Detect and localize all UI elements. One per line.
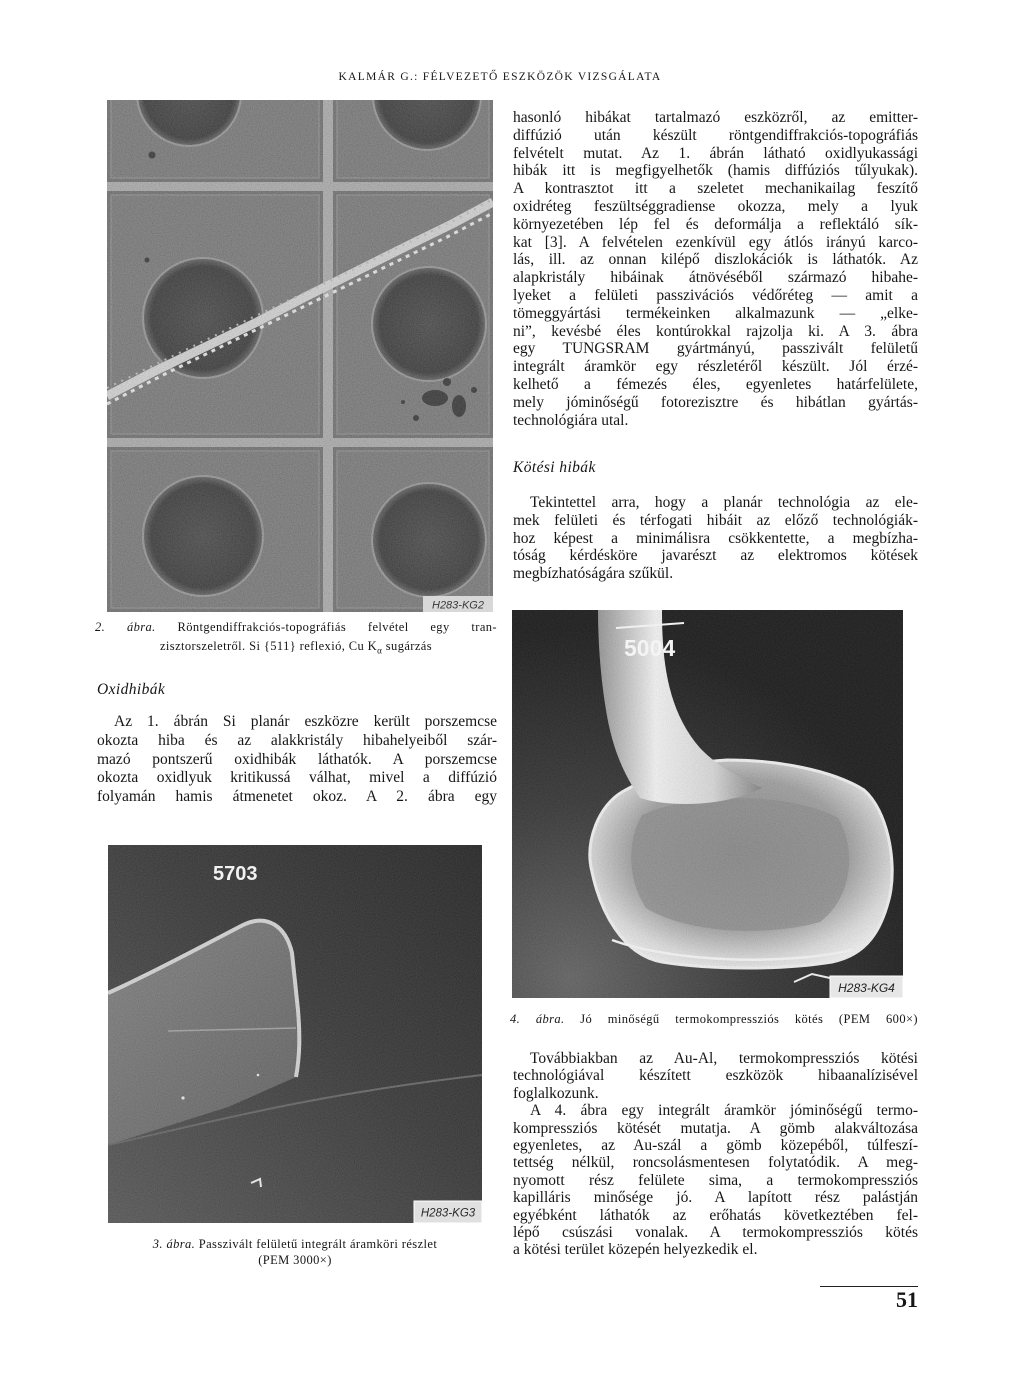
text-line: tettség nélkül, roncsolásmentesen folytatódik. A meg- [513, 1154, 918, 1172]
caption-text: sugárzás [382, 639, 433, 653]
plate-label-text: H283-KG2 [432, 599, 484, 612]
text-line: környezetében lép fel és deformálja a reflektáló sík- [513, 215, 918, 233]
text-line: kelhető a fémezés éles, egyenletes határfelülete, [513, 375, 918, 393]
caption-text: Röntgendiffrakciós-topográfiás felvétel egy tran- [177, 620, 497, 634]
figure-3-photo [108, 845, 482, 1223]
text-line: technológiára utal. [513, 411, 629, 429]
section-heading-kotesi-hibak: Kötési hibák [513, 459, 596, 476]
figure-2-photo [107, 100, 493, 612]
caption-text: Passzivált felületű integrált áramköri részlet [198, 1237, 438, 1251]
plate-label-text: H283-KG3 [420, 1207, 476, 1220]
text-line: egy TUNGSRAM gyártmányú, passzivált felületű [513, 340, 918, 358]
page-number: 51 [896, 1287, 918, 1312]
text-line: okozta oxidlyuk kritikussá válhat, mivel a diffúzió [97, 769, 497, 787]
text-line: mazó pontszerű oxidhibák láthatók. A porszemcse [97, 750, 497, 768]
right-column-paragraph-1 [513, 109, 918, 429]
text-line: diffúzió után készült röntgendiffrakciós-topográfiás [513, 126, 918, 144]
text-line: foglalkozunk. [513, 1084, 599, 1102]
text-line: Az 1. ábrán Si planár eszközre került porszemcse [114, 713, 497, 730]
plate-label [423, 596, 493, 612]
plate-label-text: H283-KG4 [838, 981, 895, 995]
text-line: egyenletes, az Au-szál a gömb közepéből, túlfeszí- [513, 1136, 918, 1154]
text-line: hibák itt is megfigyelhetők (hamis diffúziós tűlyukak). [513, 162, 918, 180]
text-line: tömeggyártási termékeinken alkalmazunk — „elke- [513, 304, 918, 322]
right-column-paragraphs-3-4 [513, 1050, 918, 1259]
figure-number: 2. ábra. [95, 620, 156, 634]
text-line: alapkristály hibáinak átnövéséből származó hibahe- [513, 269, 918, 287]
text-line: kapilláris minősége jó. A lapított rész palástján [513, 1189, 918, 1207]
text-line: hoz képest a minimálisra csökkentette, a megbízha- [513, 529, 918, 547]
text-line: lyeket a felületi passzivációs védőréteg — amit a [513, 286, 918, 304]
plate-label [414, 1201, 482, 1223]
text-line: a kötési terület közepén helyezkedik el. [513, 1241, 758, 1259]
figure-2-caption-line-2 [95, 638, 497, 654]
text-line: A kontrasztot itt a szeletet mechanikailag feszítő [513, 180, 918, 198]
text-line: oxidréteg feszültséggradiense okozza, mely a lyuk [513, 197, 918, 215]
caption-text: Jó minőségű termokompressziós kötés (PEM 600×) [580, 1012, 918, 1026]
text-line: hasonló hibákat tartalmazó eszközről, az emitter- [513, 109, 918, 126]
text-line: okozta hiba és az alakkristály hibahelyeiből szár- [97, 731, 497, 749]
text-line: technológiával készített eszközök hibaanalízisével [513, 1067, 918, 1085]
text-line: lépő csúszási vonalak. A termokompressziós kötés [513, 1223, 918, 1241]
text-line: egyébként láthatók az erőhatás következtében fel- [513, 1206, 918, 1224]
text-line: A 4. ábra egy integrált áramkör jóminőségű termo- [530, 1102, 918, 1120]
figure-number: 3. ábra. [152, 1237, 196, 1251]
right-column-paragraph-2 [513, 494, 918, 583]
text-line: nyomott rész felülete sima, a termokompressziós [513, 1171, 918, 1189]
film-grain [108, 845, 482, 1223]
figure-3-caption-line-1 [88, 1236, 502, 1252]
film-grain [107, 100, 493, 612]
caption-text: zisztorszeletről. Si {511} reflexió, Cu K [159, 639, 378, 653]
text-line: kat [3]. A felvételen ezenkívül egy átlós irányú karco- [513, 233, 918, 251]
figure-number: 4. ábra. [510, 1012, 565, 1026]
figure-2-caption-line-1 [95, 619, 497, 635]
text-line: mek felületi és térfogati hibáit az előző technológiák- [513, 511, 918, 529]
film-grain [512, 610, 903, 998]
running-title: KALMÁR G.: FÉLVEZETŐ ESZKÖZÖK VIZSGÁLATA [338, 71, 662, 83]
figure-3-caption-line-2: (PEM 3000×) [258, 1253, 332, 1267]
left-column-paragraph [97, 713, 497, 807]
text-line: lás, ill. az onnan kilépő diszlokációk is láthatók. Az [513, 251, 918, 269]
text-line: mely jóminőségű fotorezisztre és hibátlan gyártás- [513, 393, 918, 411]
text-line: megbízhatóságára szűkül. [513, 565, 674, 583]
frame-number: 5703 [213, 863, 258, 885]
text-line: Továbbiakban az Au-Al, termokompressziós kötési [530, 1050, 918, 1067]
text-line: folyamán hamis átmenetet okoz. A 2. ábra egy [97, 788, 497, 806]
figure-4-photo [512, 610, 903, 998]
text-line: kompressziós kötését mutatja. A gömb alakváltozása [513, 1119, 918, 1137]
frame-number: 5004 [624, 635, 676, 661]
subscript-alpha: α [377, 645, 383, 654]
text-line: tóság kérdésköre javarészt az elektromos kötések [513, 547, 918, 565]
text-line: ni”, kevésbé éles kontúrokkal rajzolja ki. A 3. ábra [513, 322, 918, 340]
text-line: integrált áramkör egy részletéről készült. Jól érzé- [513, 358, 918, 376]
section-heading-oxidhibak: Oxidhibák [97, 681, 166, 698]
figure-4-caption [510, 1011, 918, 1027]
text-line: Tekintettel arra, hogy a planár technológia az ele- [530, 494, 918, 511]
text-line: felvételt mutat. Az 1. ábrán látható oxidlyukassági [513, 144, 918, 162]
